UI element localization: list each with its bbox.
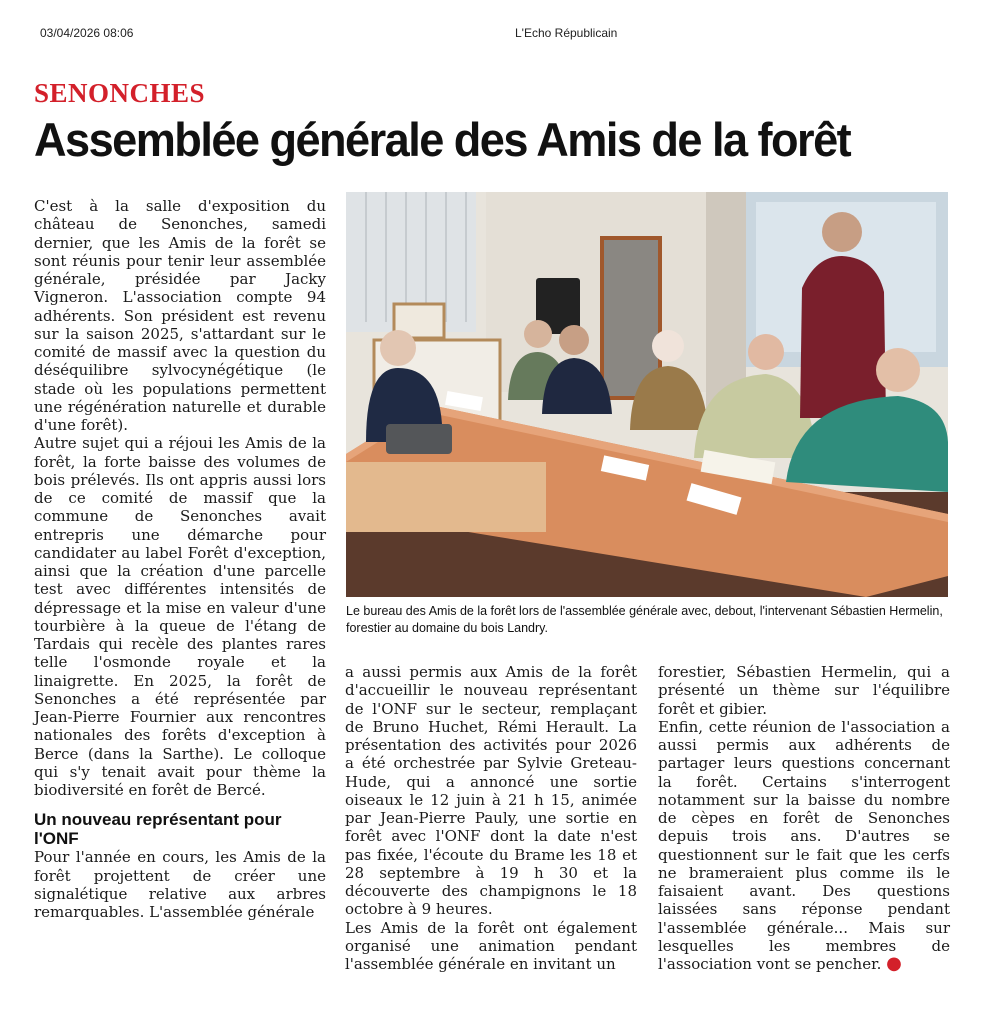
article-column-1 — [34, 197, 326, 921]
article-headline: Assemblée générale des Amis de la forêt — [34, 113, 851, 166]
paragraph-animation: Les Amis de la forêt ont également organisé une animation pendant l'assemblée générale en invitant un — [345, 918, 637, 973]
paragraph-forestier: forestier, Sébastien Hermelin, qui a présenté un thème sur l'équilibre forêt et gibier. — [658, 663, 950, 718]
article-subheading: Un nouveau représentant pour l'ONF — [34, 810, 282, 849]
paragraph-onf: a aussi permis aux Amis de la forêt d'accueillir le nouveau représentant de l'ONF sur le secteur, remplaçant de Bruno Huchet, Rémi Herault. La présentation des activités pour 2026 a été orchestrée par Sylvie Greteau-Hude, qui a annoncé une sortie oiseaux le 12 juin à 21 h 15, animée par Jean-Pierre Pauly, une sortie en forêt avec l'ONF dont la date n'est pas fixée, l'écoute du Brame les 18 et 28 septembre à 19 h 30 et la découverte des champignons le 18 octobre à 9 heures. — [345, 663, 637, 919]
paragraph-projects: Pour l'année en cours, les Amis de la forêt projettent de créer une signalétique relative aux arbres remarquables. L'assemblée générale — [34, 848, 326, 921]
paragraph-intro: C'est à la salle d'exposition du château de Senonches, samedi dernier, que les Amis de la forêt se sont réunis pour tenir leur assemblée générale, présidée par Jacky Vigneron. L'association compte 94 adhérents. Son président est revenu sur la saison 2025, s'attardant sur le comité de massif avec la question du déséquilibre sylvocynégétique (le stade où les populations permettent une régénération naturelle et durable d'une forêt). — [34, 197, 326, 434]
photo-caption: Le bureau des Amis de la forêt lors de l'assemblée générale avec, debout, l'intervenant Sébastien Hermelin, forestier au domaine du bois Landry. — [346, 604, 943, 635]
article-end-dot-icon: ● — [886, 953, 902, 974]
section-rubric: SENONCHES — [34, 78, 206, 108]
paragraph-conclusion: Enfin, cette réunion de l'association a aussi permis aux adhérents de partager leurs questions concernant la forêt. Certains s'interrogent notamment sur la baisse du nombre de cèpes en forêt de Senonches depuis trois ans. D'autres se questionnent sur le fait que les cerfs ne brameraient plus comme ils le faisaient avant. Des questions laissées sans réponse pendant l'assemblée générale... Mais sur lesquelles les membres de l'association vont se pencher. — [658, 717, 950, 973]
print-datetime: 03/04/2026 08:06 — [40, 26, 134, 40]
article-column-3 — [658, 663, 950, 973]
publication-name: L'Echo Républicain — [515, 26, 618, 40]
article-photo — [346, 192, 948, 597]
paragraph-massif: Autre sujet qui a réjoui les Amis de la forêt, la forte baisse des volumes de bois prélevés. Ils ont appris aussi lors de ce comité de massif que la commune de Senonches avait entrepris une démarche pour candidater au label Forêt d'exception, ainsi que la création d'une parcelle test avec différentes intensités de dépressage et la mise en valeur d'une tourbière à la queue de l'étang de Tardais qui recèle des plantes rares telle l'osmonde royale et la linaigrette. En 2025, la forêt de Senonches a été représentée par Jean-Pierre Fournier aux rencontres nationales des forêts d'exception à Berce (dans la Sarthe). Le colloque qui s'y tenait avait pour thème la biodiversité en forêt de Bercé. — [34, 434, 326, 799]
paragraph-conclusion-wrap — [658, 718, 950, 974]
meeting-photo-illustration — [346, 192, 948, 597]
article-column-2 — [345, 663, 637, 973]
